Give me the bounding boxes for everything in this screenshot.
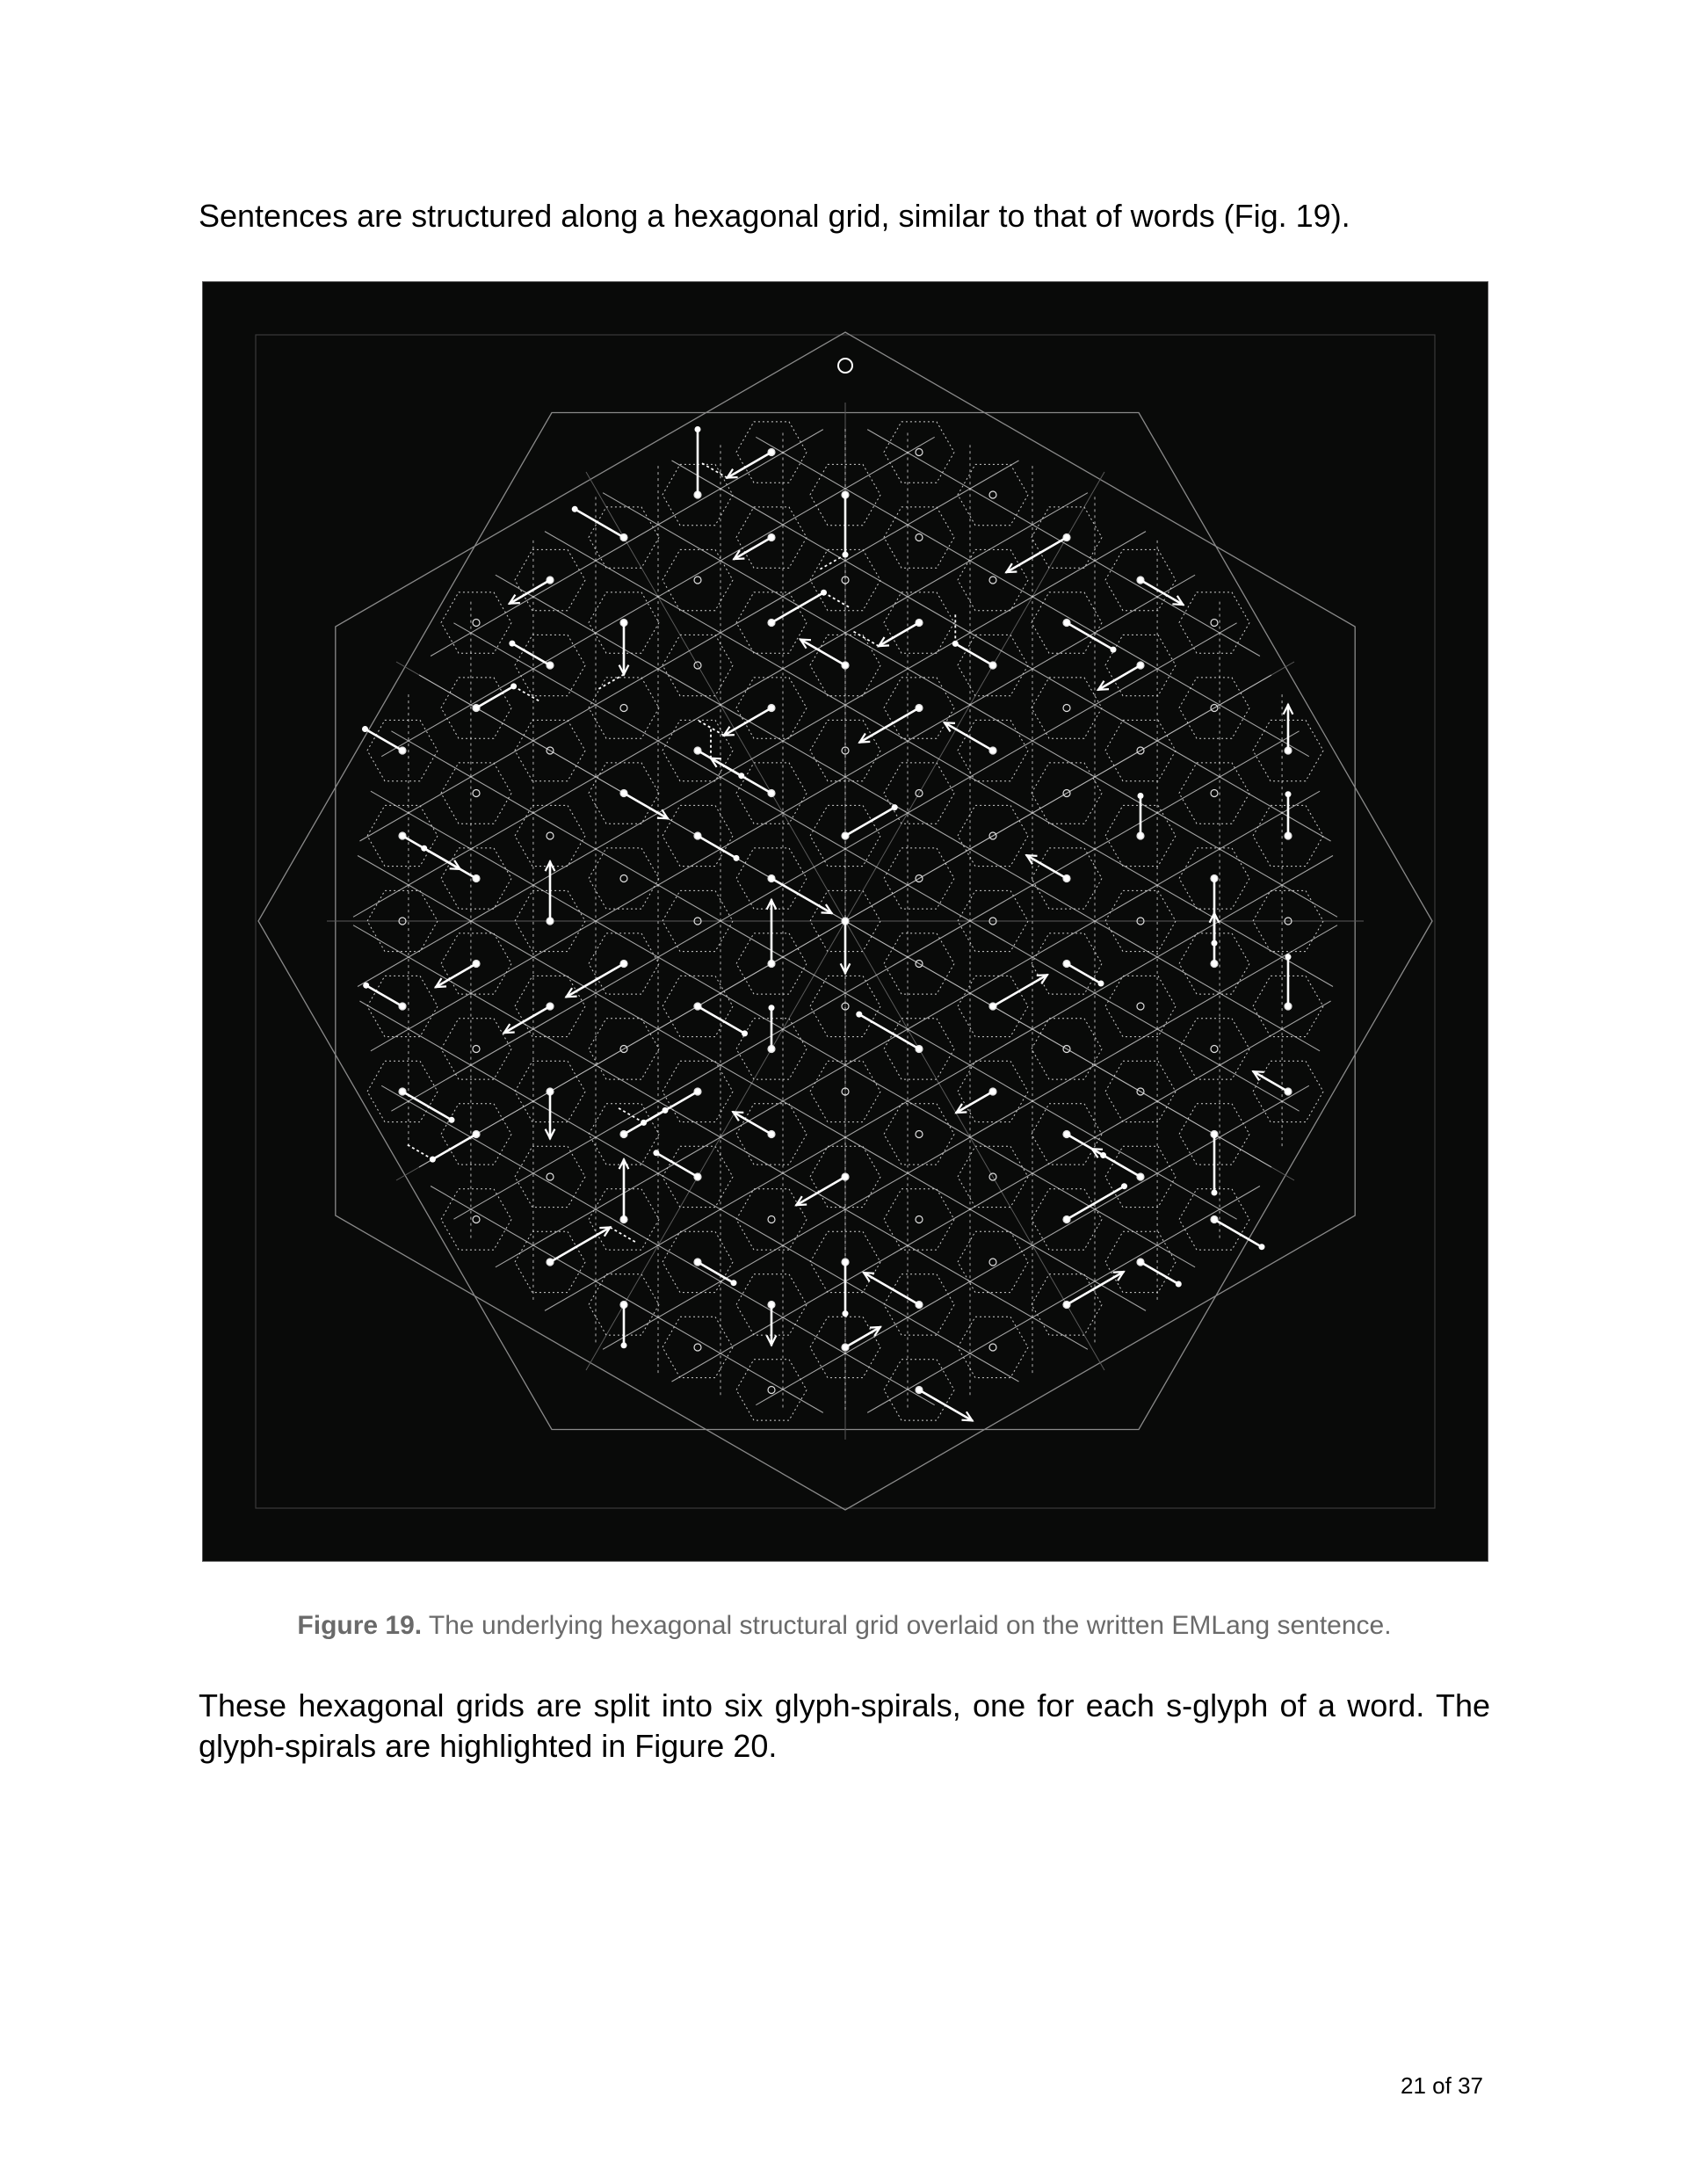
hex-cell	[441, 763, 511, 824]
glyph-stroke	[436, 964, 476, 988]
glyph-dot	[843, 552, 849, 558]
cell-node	[1211, 620, 1218, 627]
cell-node	[989, 577, 996, 584]
glyph-dot	[1212, 1216, 1218, 1223]
glyph-dot	[1138, 793, 1144, 799]
hex-cell	[589, 848, 659, 909]
glyph-stroke	[733, 1112, 771, 1134]
hex-cell	[1179, 763, 1249, 824]
hex-cell	[736, 1189, 807, 1250]
glyph-stroke	[366, 729, 403, 751]
glyph-stroke	[1067, 1186, 1125, 1220]
glyph-dot	[769, 1046, 775, 1052]
glyph-dot	[421, 845, 427, 852]
figure-label: Figure 19.	[297, 1611, 423, 1640]
glyph-dot	[769, 961, 775, 967]
glyph-dot	[892, 804, 898, 810]
glyph-dot	[843, 663, 849, 669]
glyph-dot	[547, 1259, 554, 1266]
glyph-dot	[547, 577, 554, 584]
lattice-line	[391, 731, 1236, 1219]
glyph-dot	[990, 748, 996, 754]
hex-cell	[884, 1189, 954, 1250]
cell-node	[916, 449, 923, 456]
glyph-stroke	[424, 848, 476, 878]
glyph-stroke	[771, 592, 824, 622]
glyph-dot	[769, 534, 775, 541]
body-paragraph: These hexagonal grids are split into six glyph-spirals, one for each s-glyph of a word. The glyph-spirals are highlighted in Figure 20.	[199, 1687, 1490, 1764]
glyph-dot	[695, 426, 701, 432]
glyph-dot	[1285, 833, 1292, 839]
glyph-dot	[1064, 1302, 1070, 1308]
glyph-dot	[843, 1259, 849, 1266]
lattice-line	[358, 856, 1146, 1311]
glyph-stroke	[1092, 1149, 1140, 1177]
glyph-stroke	[724, 708, 771, 736]
lattice-line	[453, 623, 1299, 1111]
glyph-dot	[1138, 663, 1144, 669]
glyph-dot	[1064, 961, 1070, 967]
glyph-dot	[695, 492, 701, 498]
glyph-dot	[1064, 1216, 1070, 1223]
glyph-dashed-stroke	[852, 631, 879, 647]
glyph-dot	[734, 855, 740, 861]
glyph-stroke	[432, 1135, 476, 1160]
hex-cell	[1179, 1019, 1249, 1079]
glyph-stroke	[1140, 580, 1183, 605]
glyph-stroke	[575, 509, 624, 537]
cell-node	[916, 1216, 923, 1223]
glyph-dot	[1064, 875, 1070, 882]
glyph-dashed-stroke	[597, 674, 624, 690]
lattice-line	[391, 623, 1236, 1111]
glyph-dot	[1259, 1244, 1265, 1250]
glyph-stroke	[1006, 538, 1067, 573]
glyph-dot	[1098, 981, 1104, 987]
glyph-dot	[547, 1089, 554, 1095]
cell-node	[768, 1387, 775, 1394]
glyph-dot	[843, 492, 849, 498]
cell-node	[473, 620, 480, 627]
glyph-stroke	[644, 1092, 698, 1122]
hex-cell	[1032, 678, 1102, 738]
cell-node	[620, 705, 627, 712]
glyph-dot	[1138, 833, 1144, 839]
glyph-stroke	[859, 1014, 919, 1048]
glyph-stroke	[366, 985, 402, 1006]
glyph-dot	[916, 1302, 923, 1308]
page-number: 21 of 37	[1401, 2072, 1483, 2099]
glyph-stroke	[504, 1006, 550, 1033]
glyph-stroke	[711, 758, 771, 794]
glyph-stroke	[993, 975, 1047, 1006]
glyph-dot	[1212, 1131, 1218, 1137]
cell-node	[1211, 790, 1218, 797]
glyph-dot	[621, 1342, 627, 1348]
glyph-dot	[653, 1150, 659, 1156]
lattice-line	[453, 731, 1299, 1219]
glyph-dot	[695, 748, 701, 754]
glyph-dot	[1285, 1089, 1292, 1095]
glyph-dot	[400, 833, 406, 839]
glyph-dot	[363, 983, 369, 989]
cell-node	[1063, 705, 1070, 712]
glyph-dot	[856, 1012, 862, 1018]
glyph-stroke	[656, 1153, 698, 1177]
glyph-dot	[695, 1259, 701, 1266]
glyph-stroke	[796, 1177, 845, 1205]
glyph-stroke	[1214, 1220, 1262, 1247]
glyph-dot	[769, 1131, 775, 1137]
glyph-dot	[769, 1302, 775, 1308]
glyph-stroke	[955, 643, 993, 665]
glyph-dot	[572, 506, 578, 512]
glyph-stroke	[567, 964, 624, 998]
glyph-dot	[695, 1089, 701, 1095]
cell-node	[547, 832, 554, 839]
glyph-dot	[695, 1004, 701, 1010]
start-marker	[838, 359, 852, 373]
glyph-stroke	[879, 623, 919, 647]
glyph-stroke	[771, 879, 832, 914]
glyph-dashed-stroke	[514, 686, 540, 702]
cell-node	[473, 1046, 480, 1053]
glyph-dot	[1138, 577, 1144, 584]
glyph-dot	[621, 534, 627, 541]
glyph-dashed-stroke	[617, 1107, 643, 1123]
lattice-line	[672, 461, 1331, 841]
glyph-dot	[1138, 1259, 1144, 1266]
glyph-dot	[695, 833, 701, 839]
glyph-dot	[843, 1345, 849, 1351]
glyph-stroke	[919, 1390, 973, 1421]
glyph-dot	[843, 918, 849, 925]
glyph-dot	[769, 620, 775, 626]
lattice-line	[359, 461, 1018, 841]
glyph-dot	[916, 1046, 923, 1052]
glyph-dot	[621, 1131, 627, 1137]
lattice-line	[359, 1001, 1018, 1382]
glyph-dot	[621, 961, 627, 967]
glyph-dashed-stroke	[819, 555, 845, 570]
glyph-dot	[621, 790, 627, 796]
glyph-stroke	[698, 836, 736, 858]
cell-node	[989, 1259, 996, 1266]
glyph-stroke	[550, 1228, 610, 1263]
cell-node	[473, 790, 480, 797]
glyph-dot	[1064, 620, 1070, 626]
glyph-dot	[1121, 1183, 1127, 1189]
glyph-dashed-stroke	[700, 462, 727, 478]
glyph-dot	[400, 748, 406, 754]
glyph-dot	[547, 1004, 554, 1010]
glyph-stroke	[956, 1092, 993, 1113]
glyph-dot	[621, 1302, 627, 1308]
glyph-stroke	[1140, 1262, 1178, 1284]
cell-node	[694, 1344, 701, 1351]
glyph-dot	[1285, 791, 1292, 797]
glyph-dot	[843, 833, 849, 839]
cell-node	[620, 875, 627, 882]
hex-cell	[1105, 976, 1176, 1036]
glyph-dot	[843, 1310, 849, 1317]
cell-node	[1137, 1003, 1144, 1010]
glyph-dot	[547, 663, 554, 669]
glyph-dashed-stroke	[406, 1144, 432, 1160]
glyph-dot	[1212, 875, 1218, 882]
cell-node	[989, 491, 996, 498]
hex-cell	[441, 1019, 511, 1079]
glyph-dashed-stroke	[610, 1228, 636, 1244]
glyph-dot	[474, 961, 480, 967]
glyph-dot	[1285, 1004, 1292, 1010]
hex-cell	[589, 678, 659, 738]
glyph-dot	[1064, 534, 1070, 541]
hex-cell	[884, 1104, 954, 1165]
glyph-dot	[769, 875, 775, 882]
glyph-dot	[1138, 1174, 1144, 1180]
hexagonal-grid-diagram	[203, 282, 1488, 1561]
glyph-stroke	[698, 1262, 734, 1283]
figure-19-hexagonal-grid	[202, 281, 1488, 1562]
glyph-stroke	[1254, 1071, 1289, 1092]
glyph-stroke	[800, 640, 845, 665]
glyph-dot	[769, 449, 775, 455]
glyph-stroke	[698, 1006, 745, 1034]
glyph-dot	[362, 726, 368, 732]
glyph-stroke	[402, 1092, 452, 1120]
glyph-dot	[916, 620, 923, 626]
glyph-dot	[769, 705, 775, 711]
glyph-dot	[474, 705, 480, 711]
glyph-stroke	[864, 1273, 919, 1304]
glyph-dot	[474, 875, 480, 882]
glyph-dot	[1212, 1190, 1218, 1196]
glyph-dot	[695, 1174, 701, 1180]
glyph-dot	[1064, 1131, 1070, 1137]
cell-node	[768, 1216, 775, 1223]
glyph-dot	[769, 790, 775, 796]
glyph-stroke	[845, 808, 894, 836]
hex-cell	[662, 549, 733, 610]
glyph-dot	[1111, 647, 1117, 653]
glyph-stroke	[1098, 665, 1140, 690]
glyph-dot	[990, 1089, 996, 1095]
glyph-stroke	[1067, 964, 1101, 984]
figure-caption-text: The underlying hexagonal structural grid overlaid on the written EMLang sentence.	[428, 1611, 1392, 1640]
glyph-dot	[916, 705, 923, 711]
hex-cell	[884, 507, 954, 568]
hex-cell	[958, 549, 1028, 610]
glyph-stroke	[859, 708, 919, 743]
lattice-line	[358, 532, 1146, 987]
glyph-dot	[621, 620, 627, 626]
glyph-stroke	[624, 794, 668, 819]
cell-node	[473, 1216, 480, 1223]
glyph-dot	[547, 918, 554, 925]
glyph-dot	[916, 1387, 923, 1393]
glyph-dot	[731, 1280, 737, 1286]
intro-paragraph: Sentences are structured along a hexagonal grid, similar to that of words (Fig. 19).	[199, 198, 1350, 234]
glyph-dot	[990, 663, 996, 669]
glyph-dot	[1285, 954, 1292, 960]
glyph-stroke	[1067, 1272, 1124, 1304]
glyph-dashed-stroke	[824, 592, 851, 608]
glyph-dot	[769, 1005, 775, 1011]
glyph-dot	[1176, 1281, 1182, 1288]
glyph-dot	[1285, 748, 1292, 754]
glyph-dot	[510, 683, 517, 689]
glyph-dot	[400, 1089, 406, 1095]
glyph-dot	[990, 1004, 996, 1010]
cell-node	[989, 1344, 996, 1351]
glyph-dot	[843, 1174, 849, 1180]
glyph-dot	[449, 1117, 455, 1123]
cell-node	[916, 534, 923, 541]
cell-node	[1211, 1046, 1218, 1053]
glyph-stroke	[512, 643, 550, 665]
figure-caption	[199, 1608, 1490, 1643]
glyph-stroke	[476, 686, 514, 708]
glyph-stroke	[510, 580, 550, 604]
hex-cell	[515, 1146, 585, 1207]
cell-node	[694, 577, 701, 584]
glyph-stroke	[734, 538, 771, 560]
glyph-dot	[621, 1216, 627, 1223]
hex-cell	[958, 1231, 1028, 1292]
glyph-dot	[742, 1030, 748, 1036]
glyph-dot	[1212, 961, 1218, 967]
cell-node	[547, 1173, 554, 1180]
glyph-dot	[400, 1004, 406, 1010]
hex-cell	[515, 805, 585, 866]
cell-node	[916, 1131, 923, 1138]
glyph-dot	[474, 1131, 480, 1137]
glyph-dot	[509, 641, 515, 647]
